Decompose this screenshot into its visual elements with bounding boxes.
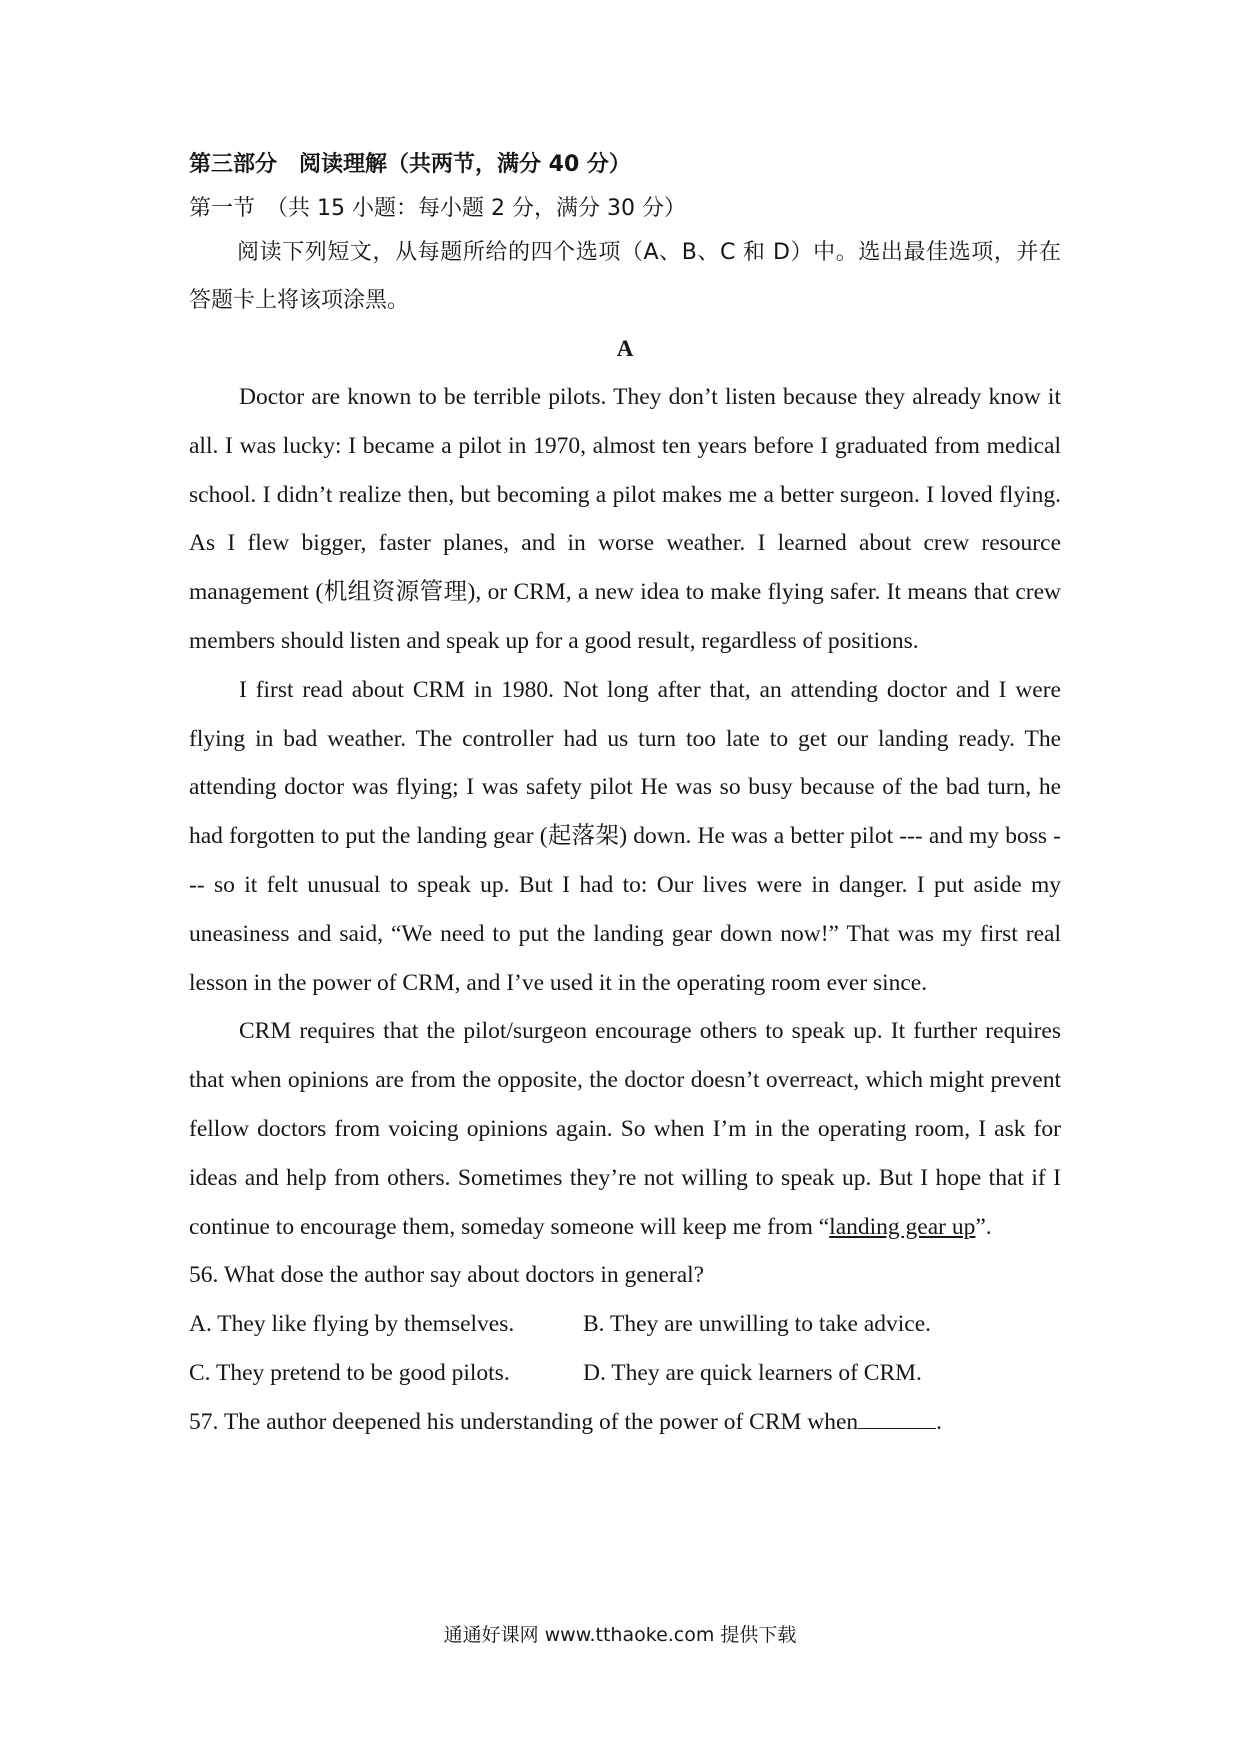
section-title: 第三部分 阅读理解（共两节，满分 40 分） [189,152,631,177]
option-d: D. They are quick learners of CRM. [583,1359,922,1386]
option-c: C. They pretend to be good pilots. [189,1359,510,1386]
option-b: B. They are unwilling to take advice. [583,1311,932,1338]
document-page [189,148,1061,1447]
passage-paragraph-3 [189,1007,1061,1251]
question-56-options-row-1 [189,1300,1061,1349]
page-footer: 通通好课网 www.tthaoke.com 提供下载 [443,1624,797,1646]
question-56-options-row-2 [189,1349,1061,1398]
paragraph-3-text: CRM requires that the pilot/surgeon encourage others to speak up. It further requires that when opinions are from the opposite, the doctor doesn’t overreact, which might prevent fellow doctors from voicing opinions again. So when I’m in the operating room, I ask for ideas and help from others. Sometimes they’re not willing to speak up. But I hope that if I continue to encourage them, someday someone will keep me from “ [189,1018,1061,1240]
question-56-stem: 56. What dose the author say about doctors in general? [189,1262,705,1289]
question-57-text: 57. The author deepened his understanding of the power of CRM when [189,1408,859,1435]
underlined-phrase: landing gear up [829,1213,976,1240]
subsection-title: 第一节 （共 15 小题：每小题 2 分，满分 30 分） [189,196,686,221]
question-57-stem [189,1398,1061,1447]
instructions: 阅读下列短文，从每题所给的四个选项（A、B、C 和 D）中。选出最佳选项，并在答题卡上将该项涂黑。 [189,240,1061,313]
option-a: A. They like flying by themselves. [189,1311,515,1338]
paragraph-3-end: ”. [975,1213,992,1240]
answer-blank [858,1410,936,1429]
passage-paragraph-1: Doctor are known to be terrible pilots. They don’t listen because they already know it all. I was lucky: I became a pilot in 1970, almost ten years before I graduated from medical school. I didn’t realize then, but becoming a pilot makes me a better surgeon. I loved flying. As I flew bigger, faster planes, and in worse weather. I learned about crew resource management (机组资源管理), or CRM, a new idea to make flying safer. It means that crew members should listen and speak up for a good result, regardless of positions. [189,384,1061,654]
passage-paragraph-2: I first read about CRM in 1980. Not long after that, an attending doctor and I were flying in bad weather. The controller had us turn too late to get our landing ready. The attending doctor was flying; I was safety pilot He was so busy because of the bad turn, he had forgotten to put the landing gear (起落架) down. He was a better pilot --- and my boss --- so it felt unusual to speak up. But I had to: Our lives were in danger. I put aside my uneasiness and said, “We need to put the landing gear down now!” That was my first real lesson in the power of CRM, and I’ve used it in the operating room ever since. [189,676,1061,996]
passage-label: A [616,336,634,361]
question-57-end: . [936,1408,943,1435]
